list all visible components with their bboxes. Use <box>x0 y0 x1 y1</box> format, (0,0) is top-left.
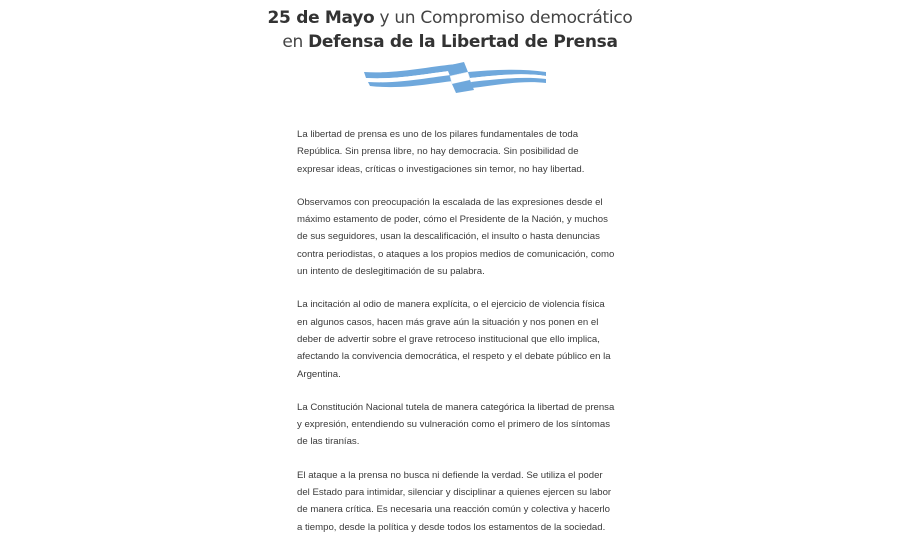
title-subject: Defensa de la Libertad de Prensa <box>308 32 618 52</box>
title-line-2 <box>0 30 900 54</box>
paragraph: La libertad de prensa es uno de los pilares fundamentales de toda República. Sin prensa libre, no hay democracia. Sin posibilidad de expresar ideas, críticas o investigaciones sin temor, no hay libertad. <box>297 129 585 175</box>
title-date: 25 de Mayo <box>267 8 375 28</box>
paragraph: La Constitución Nacional tutela de manera categórica la libertad de prensa y expresión, entendiendo su vulneración como el primero de los síntomas de las tiranías. <box>297 401 615 448</box>
statement-body <box>297 126 617 552</box>
argentine-flag-ribbon-icon <box>360 60 550 94</box>
paragraph: Observamos con preocupación la escalada de las expresiones desde el máximo estamento de poder, cómo el Presidente de la Nación, y muchos de sus seguidores, usan la descalificación, el insulto o hasta denuncias contra periodistas, o ataques a los propios medios de comunicación, como un intento de deslegitimación de su palabra. <box>297 196 615 278</box>
title-line-1 <box>0 6 900 30</box>
paragraph: El ataque a la prensa no busca ni defiende la verdad. Se utiliza el poder del Estado para intimidar, silenciar y disciplinar a quienes ejercen su labor de manera crítica. Es necesaria una reacción común y colectiva y hacerlo a tiempo, desde la política y desde todos los estamentos de la sociedad. <box>297 469 612 533</box>
paragraph: La incitación al odio de manera explícita, o el ejercicio de violencia física en algunos casos, hacen más grave aún la situación y nos ponen en el deber de advertir sobre el grave retroceso institucional que ello implica, afectando la convivencia democrática, el respeto y el debate público en la Argentina. <box>297 299 611 380</box>
title-rest: y un Compromiso democrático <box>374 8 633 28</box>
document-title <box>0 6 900 54</box>
title-prefix: en <box>282 32 309 52</box>
